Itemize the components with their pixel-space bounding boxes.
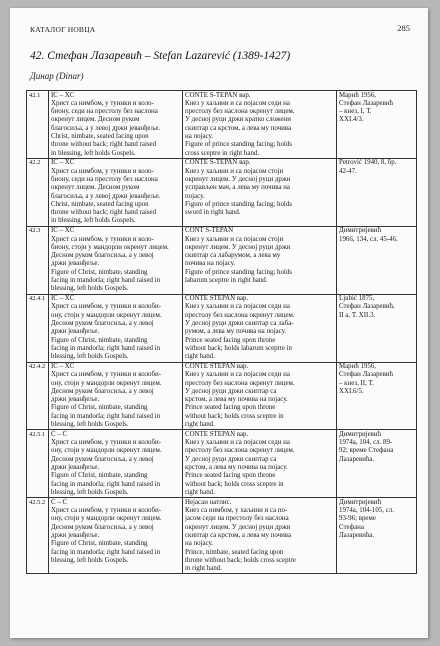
obverse-description-line: Десном руком благосиља, а у левој <box>51 252 154 260</box>
references-line: 1974a, 104, сл. 89- <box>339 439 393 447</box>
reverse-description-line: Figure of prince standing facing; holds <box>185 200 292 208</box>
obverse-description-line: Христ са нимбом, у туники и коло- <box>51 167 154 175</box>
obverse-description-line: окренут лицем. Десном руком <box>51 184 140 192</box>
reverse-description <box>183 226 337 294</box>
obverse-description-line: IC – XC <box>51 91 75 99</box>
reverse-description-line: without back; holds labarum sceptre in <box>185 344 292 352</box>
table-row <box>27 362 417 430</box>
catalog-page <box>10 8 428 638</box>
reverse-description-line: Кнез у хаљини и са појасом седи на <box>185 371 290 379</box>
running-title: КАТАЛОГ НОВЦА <box>30 25 96 34</box>
reverse-description-line: right hand. <box>185 488 215 496</box>
reverse-description-line: Prince seated facing upon throne <box>185 404 276 412</box>
obverse-description-line: ону, стоји у мандорли окренут лицем. <box>51 379 162 387</box>
references-line: XXI.6/5. <box>339 387 364 395</box>
references-line: Стефан Лазаревић <box>339 99 393 107</box>
reverse-description-line: Prince, nimbate, seated facing upon <box>185 548 284 556</box>
obverse-description-line: Христ са нимбом, у туники и колоби- <box>51 371 161 379</box>
references-line: II a, Т. XII.3. <box>339 311 376 319</box>
reverse-description-line: CONTE S-TEPAN вар. <box>185 159 251 167</box>
table-row <box>27 226 417 294</box>
obverse-description-line: throne without back; right hand raised <box>51 209 157 217</box>
reverse-description-line: Кнез са нимбом, у хаљини и са по- <box>185 507 288 515</box>
obverse-description-line: Христ са нимбом, у туники и коло- <box>51 99 154 107</box>
reverse-description-line: на појасу. <box>185 540 214 548</box>
reverse-description-line: почива на појасу. <box>185 260 236 268</box>
table-row <box>27 294 417 362</box>
references-line: – кнез, I, Т. <box>339 108 372 116</box>
references-line: 1974a, 104-105, сл. <box>339 507 394 515</box>
obverse-description-line: биону, седи на престолу без наслона <box>51 108 158 116</box>
references <box>337 226 417 294</box>
references-line: – кнез, II, Т. <box>339 379 374 387</box>
obverse-description-line: Christ, nimbate, seated facing upon <box>51 200 149 208</box>
table-row <box>27 430 417 498</box>
reverse-description-line: усправљен мач, а лева му почива на <box>185 184 290 192</box>
references-line: XXI.4/3. <box>339 116 364 124</box>
catalog-number: 42.2 <box>27 158 49 226</box>
obverse-description-line: Ċ – Ċ <box>51 498 68 506</box>
obverse-description-line: држи јеванђеље. <box>51 328 100 336</box>
obverse-description-line: facing in mandorla; right hand raised in <box>51 277 161 285</box>
obverse-description-line: facing in mandorla; right hand raised in <box>51 548 161 556</box>
obverse-description-line: facing in mandorla; right hand raised in <box>51 480 161 488</box>
reverse-description-line: CONT S-TEPAN <box>185 227 234 235</box>
reverse-description-line: крстом, а лева му почива на појасу. <box>185 396 288 404</box>
reverse-description-line: Кнез у хаљини и са појасом стоји <box>185 167 284 175</box>
reverse-description-line: скиптар са крстом, а лева му почива <box>185 531 291 539</box>
reverse-description-line: Кнез у хаљини и са појасом седи на <box>185 99 290 107</box>
reverse-description-line: labarum sceptre in right hand. <box>185 277 268 285</box>
reverse-description <box>183 498 337 574</box>
obverse-description-line: Десном руком благосиља, а у левој <box>51 523 154 531</box>
reverse-description-line: јасом седи на престолу без наслона <box>185 515 289 523</box>
reverse-description-line: CONTE STEPAN вар. <box>185 430 249 438</box>
reverse-description-line: without back; holds cross sceptre in <box>185 480 284 488</box>
obverse-description-line: држи јеванђеље. <box>51 396 100 404</box>
references-line: Стефана <box>339 523 364 531</box>
obverse-description-line: Christ, nimbate, seated facing upon <box>51 132 149 140</box>
catalog-number: 42.3 <box>27 226 49 294</box>
reverse-description <box>183 91 337 159</box>
obverse-description-line: биону, стоји у мандорли окренут лицем. <box>51 243 169 251</box>
reverse-description-line: cross sceptre in right hand. <box>185 149 260 157</box>
obverse-description-line: IC – XC <box>51 227 75 235</box>
references <box>337 430 417 498</box>
catalog-table-body <box>27 91 417 574</box>
obverse-description-line: Христ са нимбом, у туники и колоби- <box>51 507 161 515</box>
references <box>337 294 417 362</box>
reverse-description-line: Figure of prince standing facing; holds <box>185 268 292 276</box>
obverse-description-line: facing in mandorla; right hand raised in <box>51 412 161 420</box>
reverse-description-line: CONTE STEPAN вар. <box>185 295 249 303</box>
reverse-description <box>183 430 337 498</box>
catalog-number: 42.4.2 <box>27 362 49 430</box>
catalog-number: 42.5.2 <box>27 498 49 574</box>
obverse-description-line: IC – XC <box>51 159 75 167</box>
obverse-description-line: Десном руком благосиља, а у левој <box>51 387 154 395</box>
obverse-description-line: окренут лицем. Десном руком <box>51 116 140 124</box>
obverse-description-line: биону, седи на престолу без наслона <box>51 175 158 183</box>
obverse-description-line: држи јеванђеље. <box>51 531 100 539</box>
reverse-description <box>183 294 337 362</box>
reverse-description-line: У десној руци држи скиптар са <box>185 387 277 395</box>
references <box>337 362 417 430</box>
obverse-description-line: Ċ – Ċ <box>51 430 68 438</box>
obverse-description-line: ону, стоји у мандорли окренут лицем. <box>51 311 162 319</box>
reverse-description-line: Кнез у хаљини и са појасом седи на <box>185 303 290 311</box>
reverse-description-line: У десној руци држи скиптар са лаба- <box>185 320 294 328</box>
table-row <box>27 91 417 159</box>
reverse-description-line: престолу без наслона окренут лицем. <box>185 447 295 455</box>
reverse-description-line: Нејасан натпис. <box>185 498 232 506</box>
reverse-description-line: У десној руци држи скиптар са <box>185 455 277 463</box>
obverse-description-line: држи јеванђеље. <box>51 464 100 472</box>
references-line: Petrović 1940, 8, бр. <box>339 159 397 167</box>
obverse-description <box>49 294 183 362</box>
obverse-description-line: blessing, left holds Gospels. <box>51 488 129 496</box>
obverse-description-line: ону, стоји у мандорли окренут лицем. <box>51 515 162 523</box>
references-line: Марић 1956, <box>339 363 376 370</box>
obverse-description <box>49 158 183 226</box>
obverse-description-line: благосиља, а у левој држи јеванђеље. <box>51 192 161 200</box>
reverse-description <box>183 362 337 430</box>
reverse-description-line: престолу без наслона окренут лицем. <box>185 311 295 319</box>
obverse-description <box>49 226 183 294</box>
obverse-description-line: Figure of Christ, nimbate, standing <box>51 336 148 344</box>
reverse-description-line: Prince seated facing upon throne <box>185 336 276 344</box>
obverse-description-line: in blessing, left holds Gospels. <box>51 149 136 157</box>
obverse-description-line: Христ са нимбом, у туники и колоби- <box>51 303 161 311</box>
obverse-description-line: blessing, left holds Gospels. <box>51 353 129 361</box>
reverse-description-line: right hand. <box>185 353 215 361</box>
catalog-number: 42.1 <box>27 91 49 159</box>
obverse-description-line: ону, стоји у мандорли окренут лицем. <box>51 447 162 455</box>
reverse-description-line: престолу без наслона окренут лицем. <box>185 108 295 116</box>
references-line: 92; време Стефана <box>339 447 394 455</box>
reverse-description-line: окренут лицем. У десној руци држи <box>185 243 291 251</box>
references-line: 93-96; време <box>339 515 376 523</box>
references-line: Димитријевић <box>339 498 382 506</box>
reverse-description-line: Кнез у хаљини и са појасом стоји <box>185 235 284 243</box>
obverse-description-line: Десном руком благосиља, а у левој <box>51 455 154 463</box>
reverse-description-line: CONTE STEPAN вар. <box>185 363 249 370</box>
obverse-description <box>49 91 183 159</box>
page-number: 285 <box>397 23 410 33</box>
obverse-description-line: facing in mandorla; right hand raised in <box>51 344 161 352</box>
references-line: Лазаревића. <box>339 531 375 539</box>
obverse-description-line: Христ са нимбом, у туники и коло- <box>51 235 154 243</box>
obverse-description-line: Десном руком благосиља, а у левој <box>51 320 154 328</box>
references-line: Димитријевић <box>339 227 382 235</box>
obverse-description-line: blessing, left holds Gospels. <box>51 556 129 564</box>
obverse-description-line: in blessing, left holds Gospels. <box>51 217 136 225</box>
denomination-subhead: Динар (Dinar) <box>30 71 84 81</box>
reverse-description <box>183 158 337 226</box>
reverse-description-line: Кнез у хаљини и са појасом седи на <box>185 439 290 447</box>
catalog-number: 42.4.1 <box>27 294 49 362</box>
table-row <box>27 498 417 574</box>
reverse-description-line: престолу без наслона окренут лицем. <box>185 379 295 387</box>
obverse-description-line: Figure of Christ, nimbate, standing <box>51 268 148 276</box>
reverse-description-line: sword in right hand. <box>185 209 241 217</box>
reverse-description-line: right hand. <box>185 421 215 429</box>
table-row <box>27 158 417 226</box>
coin-catalog-table <box>26 90 417 574</box>
references <box>337 91 417 159</box>
reverse-description-line: скиптар са лабарумом, а лева му <box>185 252 281 260</box>
obverse-description-line: throne without back; right hand raised <box>51 141 157 149</box>
obverse-description-line: blessing, left holds Gospels. <box>51 421 129 429</box>
catalog-number: 42.5.1 <box>27 430 49 498</box>
reverse-description-line: окренут лицем. У десној руци држи <box>185 523 291 531</box>
obverse-description-line: Figure of Christ, nimbate, standing <box>51 540 148 548</box>
references-line: Ljubić 1875, <box>339 295 375 303</box>
reverse-description-line: скиптар са крстом, а лева му почива <box>185 124 291 132</box>
references-line: 42-47. <box>339 167 357 175</box>
reverse-description-line: throne without back; holds cross sceptre <box>185 556 296 564</box>
reverse-description-line: Figure of prince standing facing; holds <box>185 141 292 149</box>
obverse-description-line: IC – XC <box>51 363 75 370</box>
reverse-description-line: окренут лицем. У десној руци држи <box>185 175 291 183</box>
obverse-description-line: Христ са нимбом, у туники и колоби- <box>51 439 161 447</box>
reverse-description-line: појасу. <box>185 192 205 200</box>
references-line: Марић 1956, <box>339 91 376 99</box>
obverse-description <box>49 362 183 430</box>
references-line: Стефан Лазаревић, <box>339 303 395 311</box>
obverse-description-line: Figure of Christ, nimbate, standing <box>51 472 148 480</box>
obverse-description-line: blessing, left holds Gospels. <box>51 285 129 293</box>
reverse-description-line: на појасу. <box>185 132 214 140</box>
section-title: 42. Стефан Лазаревић – Stefan Lazarević (1389-1427) <box>30 50 291 62</box>
reverse-description-line: CONTE S-TEPAN вар. <box>185 91 251 99</box>
reverse-description-line: Prince seated facing upon throne <box>185 472 276 480</box>
obverse-description <box>49 430 183 498</box>
obverse-description-line: држи јеванђеље. <box>51 260 100 268</box>
reverse-description-line: in right hand. <box>185 565 222 573</box>
references-line: Димитријевић <box>339 430 382 438</box>
reverse-description-line: крстом, а лева му почива на појасу. <box>185 464 288 472</box>
obverse-description <box>49 498 183 574</box>
obverse-description-line: IC – XC <box>51 295 75 303</box>
reverse-description-line: У десној руци држи кратко сложени <box>185 116 291 124</box>
references <box>337 158 417 226</box>
reverse-description-line: румом, а лева му почива на појасу. <box>185 328 287 336</box>
references <box>337 498 417 574</box>
references-line: Стефан Лазаревић <box>339 371 393 379</box>
obverse-description-line: Figure of Christ, nimbate, standing <box>51 404 148 412</box>
obverse-description-line: благосиља, а у левој држи јеванђеље. <box>51 124 161 132</box>
references-line: Лазаревића. <box>339 455 375 463</box>
reverse-description-line: without back; holds cross sceptre in <box>185 412 284 420</box>
references-line: 1966, 134, сл. 45-46. <box>339 235 398 243</box>
